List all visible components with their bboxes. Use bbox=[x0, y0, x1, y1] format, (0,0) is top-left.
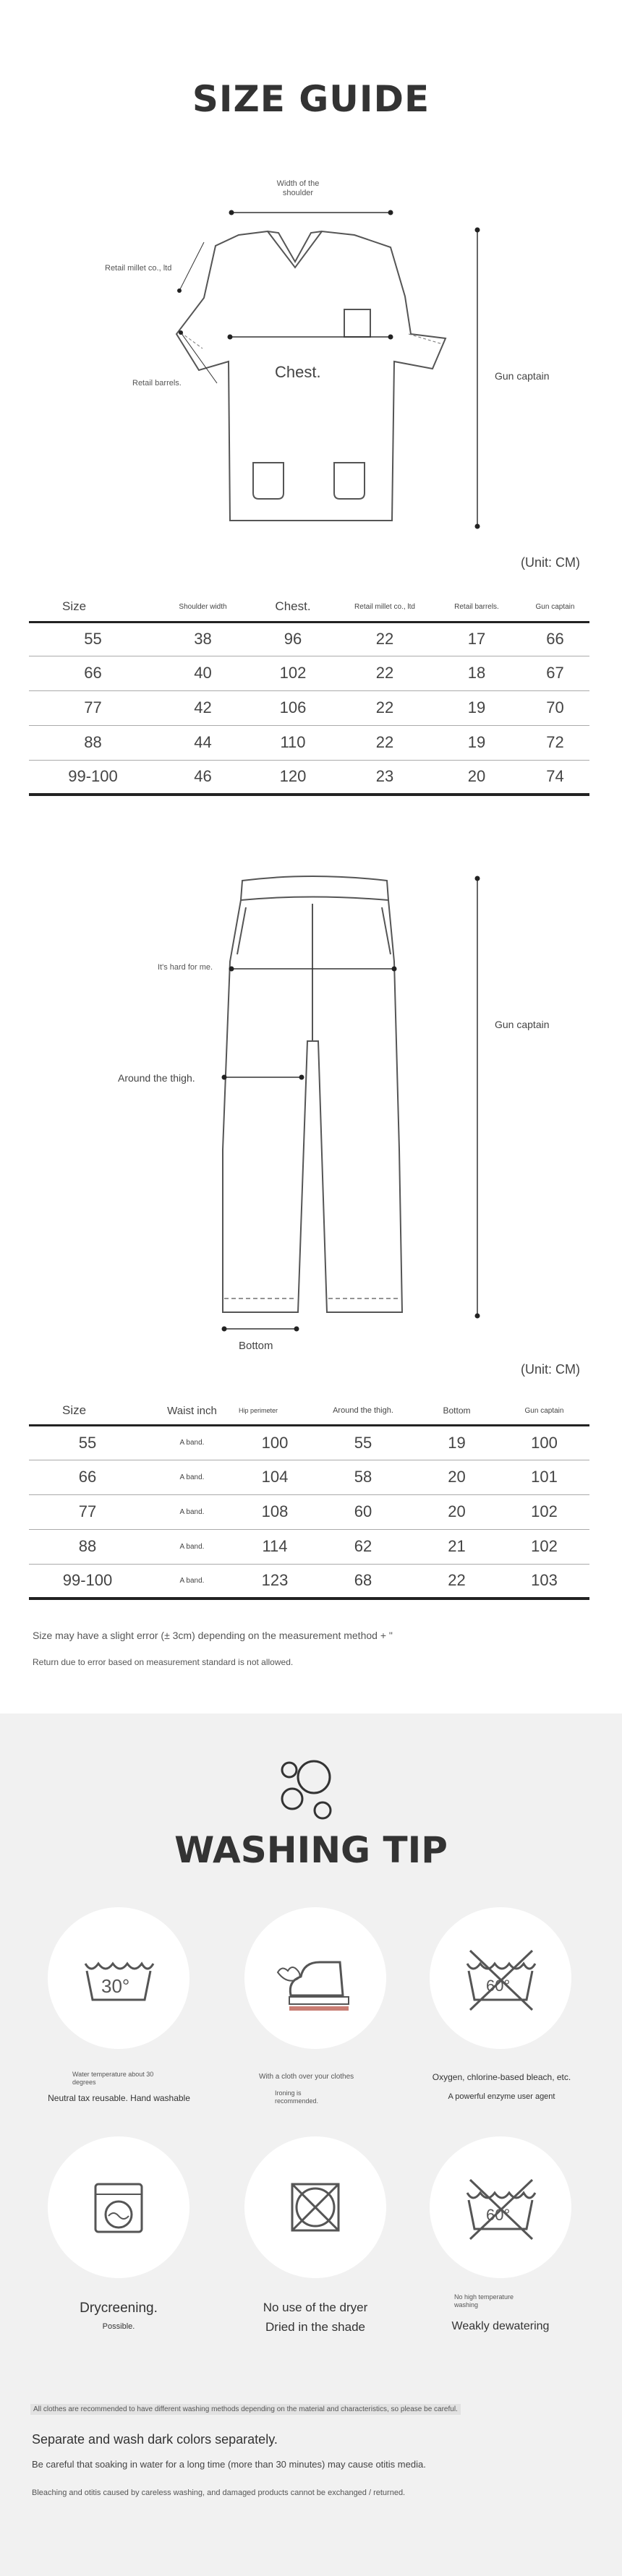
cell: A band. bbox=[179, 1542, 205, 1551]
top-size-table bbox=[29, 593, 589, 796]
cell: 20 bbox=[448, 1468, 466, 1486]
wash-small-6: No high temperature washing bbox=[454, 2293, 514, 2308]
wash-note-small: All clothes are recommended to have different washing methods depending on the material and characteristics, so please be careful. bbox=[30, 2404, 461, 2415]
unit-label-top: (Unit: CM) bbox=[521, 555, 580, 570]
label-shoulder-width: Width of the shoulder bbox=[276, 179, 320, 197]
wash-circle-2 bbox=[244, 1907, 386, 2049]
cell: 101 bbox=[531, 1468, 558, 1486]
cell: 66 bbox=[84, 664, 102, 682]
cell: 88 bbox=[78, 1537, 97, 1555]
cell: 23 bbox=[375, 767, 394, 786]
cell: A band. bbox=[179, 1473, 205, 1481]
cell: 55 bbox=[354, 1433, 372, 1452]
table-row bbox=[29, 656, 589, 690]
table-row bbox=[29, 1460, 589, 1494]
cell: A band. bbox=[179, 1439, 205, 1447]
wash-circle-5 bbox=[244, 2136, 386, 2278]
table-row bbox=[29, 1494, 589, 1529]
cell: 68 bbox=[354, 1571, 372, 1590]
label-bottom: Bottom bbox=[239, 1340, 273, 1352]
scrub-top-diagram bbox=[0, 166, 622, 557]
dryclean-icon bbox=[48, 2136, 189, 2278]
cell: 55 bbox=[78, 1433, 97, 1452]
table-row bbox=[29, 760, 589, 795]
wash-caption-5: Dried in the shade bbox=[265, 2320, 365, 2334]
cell: 60 bbox=[354, 1502, 372, 1520]
scrub-pants-diagram bbox=[0, 860, 622, 1366]
cell: 22 bbox=[375, 733, 394, 751]
cell: 114 bbox=[262, 1537, 288, 1555]
cell: 123 bbox=[261, 1571, 289, 1590]
col-size: Size bbox=[62, 599, 87, 614]
wash-note-main: Separate and wash dark colors separately. bbox=[32, 2432, 278, 2447]
table-row bbox=[29, 1425, 589, 1460]
cell: 102 bbox=[531, 1502, 558, 1520]
cell: 22 bbox=[448, 1571, 466, 1590]
pants-size-table bbox=[29, 1398, 589, 1600]
cell: 72 bbox=[546, 733, 564, 751]
wash-small-1: Water temperature about 30 degrees bbox=[72, 2071, 154, 2086]
cell: 19 bbox=[467, 733, 486, 751]
cell: 58 bbox=[354, 1468, 372, 1486]
table-row bbox=[29, 725, 589, 760]
no-tumble-dry-icon bbox=[244, 2136, 386, 2278]
size-note-error: Size may have a slight error (± 3cm) depending on the measurement method + " bbox=[33, 1630, 393, 1641]
wash-caption-1: Neutral tax reusable. Hand washable bbox=[48, 2093, 190, 2103]
size-guide-title: SIZE GUIDE bbox=[192, 78, 430, 120]
wash-small-2: With a cloth over your clothes bbox=[259, 2073, 354, 2081]
label-hip: It's hard for me. bbox=[158, 963, 213, 972]
col-length: Gun captain bbox=[535, 602, 575, 611]
iron-icon bbox=[244, 1907, 386, 2049]
cell: 70 bbox=[546, 698, 564, 716]
cell: 106 bbox=[279, 698, 307, 716]
cell: 18 bbox=[467, 664, 486, 682]
cell: 67 bbox=[546, 664, 564, 682]
wash-caption-4: Possible. bbox=[102, 2322, 135, 2331]
cell: 77 bbox=[78, 1502, 97, 1520]
cell: 19 bbox=[467, 698, 486, 716]
wash-temp-60b: 60° bbox=[486, 2206, 511, 2224]
wash-small-3: Oxygen, chlorine-based bleach, etc. bbox=[432, 2072, 571, 2082]
cell: 66 bbox=[546, 630, 564, 648]
cell: 96 bbox=[284, 630, 302, 648]
cell: 110 bbox=[280, 733, 306, 751]
wash-circle-3 bbox=[430, 1907, 571, 2049]
col-length: Gun captain bbox=[524, 1406, 564, 1415]
cell: 44 bbox=[194, 733, 212, 751]
col-sleeve: Retail millet co., ltd bbox=[354, 602, 415, 611]
cell: 62 bbox=[354, 1537, 372, 1555]
cell: 38 bbox=[194, 630, 212, 648]
size-note-return: Return due to error based on measurement standard is not allowed. bbox=[33, 1657, 294, 1667]
cell: 17 bbox=[467, 630, 486, 648]
wash-temp-60: 60° bbox=[486, 1977, 511, 1995]
wash-note-2: Be careful that soaking in water for a long time (more than 30 minutes) may cause otitis media. bbox=[32, 2459, 426, 2470]
cell: 74 bbox=[546, 767, 564, 786]
cell: 104 bbox=[261, 1468, 289, 1486]
col-shoulder: Shoulder width bbox=[179, 602, 227, 611]
cell: 20 bbox=[448, 1502, 466, 1520]
table-row bbox=[29, 622, 589, 656]
cell: 102 bbox=[531, 1537, 558, 1555]
cell: 20 bbox=[467, 767, 486, 786]
washing-title: WASHING TIP bbox=[174, 1829, 448, 1871]
cell: 88 bbox=[84, 733, 102, 751]
cell: 21 bbox=[448, 1537, 466, 1555]
cell: 66 bbox=[78, 1468, 97, 1486]
cell: 120 bbox=[279, 767, 307, 786]
cell: 19 bbox=[448, 1433, 466, 1452]
label-sleeve: Retail millet co., ltd bbox=[105, 264, 172, 273]
label-thigh: Around the thigh. bbox=[118, 1072, 195, 1084]
cell: 100 bbox=[531, 1433, 558, 1452]
cell: A band. bbox=[179, 1507, 205, 1516]
cell: 108 bbox=[261, 1502, 289, 1520]
wash-caption-6: Weakly dewatering bbox=[451, 2320, 550, 2332]
cell: 22 bbox=[375, 698, 394, 716]
col-bottom: Bottom bbox=[443, 1405, 471, 1416]
cell: 99-100 bbox=[62, 1571, 113, 1590]
col-chest: Chest. bbox=[275, 599, 311, 614]
cell: 55 bbox=[84, 630, 102, 648]
col-thigh: Around the thigh. bbox=[333, 1406, 393, 1416]
table-row bbox=[29, 1529, 589, 1564]
cell: 22 bbox=[375, 630, 394, 648]
cell: 102 bbox=[279, 664, 307, 682]
cell: 103 bbox=[531, 1571, 558, 1590]
wash-circle-6 bbox=[430, 2136, 571, 2278]
label-chest: Chest. bbox=[275, 363, 321, 381]
cell: 77 bbox=[84, 698, 102, 716]
wash-circle-4 bbox=[48, 2136, 189, 2278]
table-row bbox=[29, 690, 589, 725]
col-waist: Waist inch bbox=[167, 1404, 217, 1417]
wash-note-3: Bleaching and otitis caused by careless washing, and damaged products cannot be exchanged / returned. bbox=[32, 2489, 406, 2497]
col-size: Size bbox=[62, 1403, 87, 1418]
cell: 42 bbox=[194, 698, 212, 716]
wash-small-4: Drycreening. bbox=[80, 2301, 158, 2316]
col-hip: Hip perimeter bbox=[239, 1407, 278, 1415]
cell: A band. bbox=[179, 1576, 205, 1585]
cell: 40 bbox=[194, 664, 212, 682]
unit-label-pants: (Unit: CM) bbox=[521, 1362, 580, 1377]
table-row bbox=[29, 1564, 589, 1599]
bubbles-icon bbox=[273, 1757, 346, 1829]
cell: 22 bbox=[375, 664, 394, 682]
wash-temp-30: 30° bbox=[101, 1975, 130, 1997]
col-cuff: Retail barrels. bbox=[454, 602, 499, 611]
cell: 46 bbox=[194, 767, 212, 786]
wash-caption-2: Ironing is recommended. bbox=[275, 2089, 319, 2105]
label-pants-length: Gun captain bbox=[495, 1019, 550, 1030]
wash-small-5: No use of the dryer bbox=[263, 2301, 368, 2314]
wash-caption-3: A powerful enzyme user agent bbox=[448, 2092, 555, 2101]
label-cuff: Retail barrels. bbox=[132, 379, 182, 388]
wash-circle-1 bbox=[48, 1907, 189, 2049]
cell: 100 bbox=[261, 1433, 289, 1452]
cell: 99-100 bbox=[68, 767, 118, 786]
label-top-length: Gun captain bbox=[495, 370, 550, 382]
